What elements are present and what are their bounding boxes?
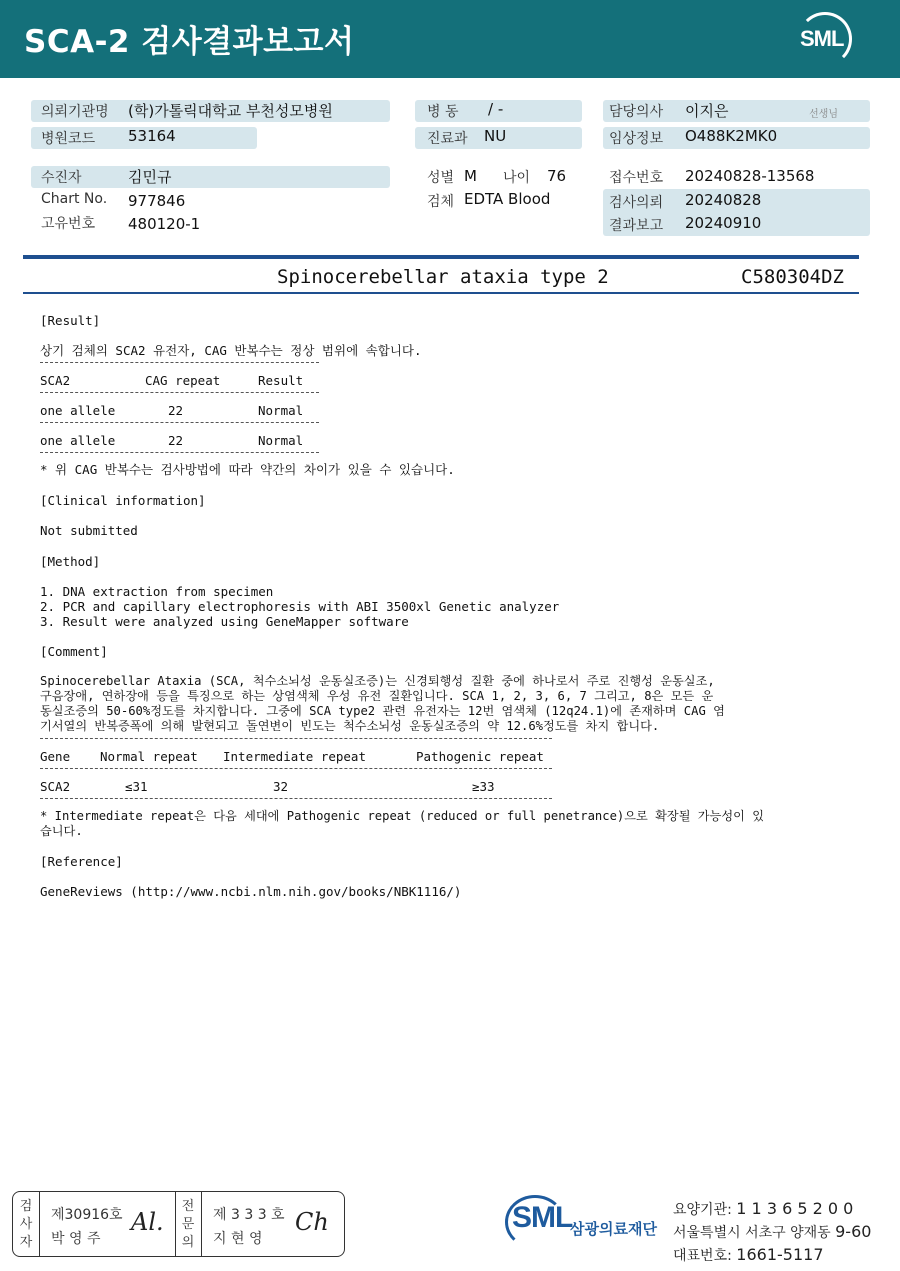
- t2-head-gene: Gene: [40, 749, 71, 764]
- examiner-name: 박 영 주: [51, 1231, 101, 1247]
- t2-note-line: * Intermediate repeat은 다음 세대에 Pathogenic repeat (reduced or full penetrance)으로 확장될 가능성이 있: [40, 809, 765, 823]
- address-line: [673, 1222, 871, 1242]
- method-line: 2. PCR and capillary electrophoresis with ABI 3500xl Genetic analyzer: [40, 599, 560, 614]
- method-heading: [Method]: [40, 554, 101, 569]
- doctor-label: 담당의사: [609, 104, 664, 120]
- signature-box: [12, 1191, 345, 1257]
- patient-label: 수진자: [41, 170, 82, 186]
- tel-label: 대표번호:: [673, 1248, 732, 1264]
- title-rule-bottom: [23, 292, 859, 294]
- clinical-heading: [Clinical information]: [40, 493, 206, 508]
- tel: 1661-5117: [736, 1245, 824, 1264]
- examiner-license: 제30916호: [51, 1207, 123, 1223]
- t1-divider: [40, 392, 319, 393]
- t1-row-result: Normal: [258, 433, 304, 448]
- specialist-signature: Ch: [295, 1208, 329, 1236]
- result-text: 상기 검체의 SCA2 유전자, CAG 반복수는 정상 범위에 속합니다.: [40, 343, 422, 358]
- specialist-label-char: 전: [181, 1199, 195, 1214]
- comment-line: Spinocerebellar Ataxia (SCA, 척수소뇌성 운동실조증)는 신경퇴행성 질환 중에 하나로서 주로 진행성 운동실조,: [40, 674, 715, 688]
- doctor-suffix: 선생님: [809, 109, 838, 120]
- sml-footer-logo: SML: [512, 1201, 573, 1234]
- comment-line: 동실조증의 50-60%정도를 차지합니다. 그중에 SCA type2 관련 유전자는 12번 염색체 (12q24.1)에 존재하며 CAG 염: [40, 704, 725, 718]
- patient-bar: [31, 166, 390, 188]
- method-line: 3. Result were analyzed using GeneMapper software: [40, 614, 409, 629]
- specialist-name: 지 현 영: [213, 1231, 263, 1247]
- specimen-label: 검체: [427, 194, 455, 210]
- comment-line: 구음장애, 연하장애 등을 특징으로 하는 상염색체 우성 유전 질환입니다. SCA 1, 2, 3, 6, 7 그리고, 8은 모든 운: [40, 689, 714, 703]
- t2-row-normal: ≤31: [125, 779, 148, 794]
- receipt-value: 20240828-13568: [685, 167, 815, 185]
- specialist-license: 제 3 3 3 호: [213, 1207, 285, 1223]
- req-date-value: 20240828: [685, 191, 762, 209]
- report-date-label: 결과보고: [609, 218, 664, 234]
- t1-row-repeat: 22: [168, 403, 184, 418]
- address: 서울특별시 서초구 양재동: [673, 1225, 831, 1241]
- report-title: SCA-2 검사결과보고서: [24, 24, 355, 60]
- examiner-label-char: 사: [19, 1217, 33, 1232]
- t1-note: * 위 CAG 반복수는 검사방법에 따라 약간의 차이가 있을 수 있습니다.: [40, 462, 455, 477]
- examiner-label-char: 자: [19, 1235, 33, 1250]
- t1-divider: [40, 422, 319, 423]
- report-header: [0, 0, 900, 78]
- sml-header-logo: SML: [800, 26, 844, 51]
- hosp-code-value: 53164: [128, 127, 176, 145]
- specimen-value: EDTA Blood: [464, 190, 551, 208]
- sex-label: 성별: [427, 170, 455, 186]
- t1-divider: [40, 452, 319, 453]
- t2-divider: [40, 798, 552, 799]
- examiner-label-char: 검: [19, 1199, 33, 1214]
- specialist-label-char: 문: [181, 1217, 195, 1232]
- comment-heading: [Comment]: [40, 644, 108, 659]
- t2-head-intermediate: Intermediate repeat: [223, 749, 366, 764]
- t1-row-result: Normal: [258, 403, 304, 418]
- request-org-value: (학)가톨릭대학교 부천성모병원: [128, 102, 333, 120]
- test-name: Spinocerebellar ataxia type 2: [277, 266, 609, 288]
- sex-value: M: [464, 167, 477, 185]
- t2-note-line: 습니다.: [40, 824, 83, 838]
- receipt-label: 접수번호: [609, 170, 664, 186]
- care-no-line: [673, 1199, 853, 1219]
- specialist-label-char: 의: [181, 1235, 195, 1250]
- age-label: 나이: [503, 170, 531, 186]
- reference-link[interactable]: GeneReviews (http://www.ncbi.nlm.nih.gov/books/NBK1116/): [40, 884, 462, 899]
- comment-line: 기서열의 반복증폭에 의해 발현되고 돌연변이 빈도는 척수소뇌성 운동실조증의 약 12.6%정도를 차지 합니다.: [40, 719, 660, 733]
- age-value: 76: [547, 167, 567, 185]
- doctor-value: 이지은: [685, 102, 729, 120]
- tel-line: [673, 1245, 824, 1265]
- test-code: C580304DZ: [741, 266, 844, 288]
- t2-divider: [40, 738, 552, 739]
- title-rule-top: [23, 255, 859, 259]
- ward-value: / -: [488, 100, 504, 118]
- t1-divider: [40, 362, 319, 363]
- examiner-signature: Al.: [131, 1208, 164, 1236]
- t1-head-result: Result: [258, 373, 304, 388]
- request-org-label: 의뢰기관명: [41, 104, 109, 120]
- result-heading: [Result]: [40, 313, 101, 328]
- ward-label: 병 동: [427, 104, 459, 120]
- report-date-value: 20240910: [685, 214, 762, 232]
- t1-row-allele: one allele: [40, 403, 116, 418]
- clinical-text: Not submitted: [40, 523, 138, 538]
- t1-row-allele: one allele: [40, 433, 116, 448]
- hosp-code-label: 병원코드: [41, 131, 96, 147]
- uid-value: 480120-1: [128, 215, 201, 233]
- chart-value: 977846: [128, 192, 186, 210]
- t2-row-gene: SCA2: [40, 779, 71, 794]
- address-no: 9-60: [835, 1222, 872, 1241]
- chart-label: Chart No.: [41, 191, 108, 207]
- care-no-label: 요양기관:: [673, 1202, 732, 1218]
- clinical-value: O488K2MK0: [685, 127, 778, 145]
- method-line: 1. DNA extraction from specimen: [40, 584, 274, 599]
- t2-head-pathogenic: Pathogenic repeat: [416, 749, 544, 764]
- t2-row-intermediate: 32: [273, 779, 289, 794]
- dept-label: 진료과: [427, 131, 468, 147]
- req-date-label: 검사의뢰: [609, 195, 664, 211]
- reference-heading: [Reference]: [40, 854, 123, 869]
- t1-head-gene: SCA2: [40, 373, 71, 388]
- dept-value: NU: [484, 127, 507, 145]
- care-no: 1 1 3 6 5 2 0 0: [736, 1199, 854, 1218]
- t2-divider: [40, 768, 552, 769]
- t2-head-normal: Normal repeat: [100, 749, 198, 764]
- t1-row-repeat: 22: [168, 433, 184, 448]
- t2-row-pathogenic: ≥33: [472, 779, 495, 794]
- uid-label: 고유번호: [41, 216, 96, 232]
- t1-head-cag: CAG repeat: [145, 373, 221, 388]
- clinical-label: 임상정보: [609, 131, 664, 147]
- org-name: 삼광의료재단: [570, 1220, 657, 1238]
- patient-value: 김민규: [128, 168, 172, 186]
